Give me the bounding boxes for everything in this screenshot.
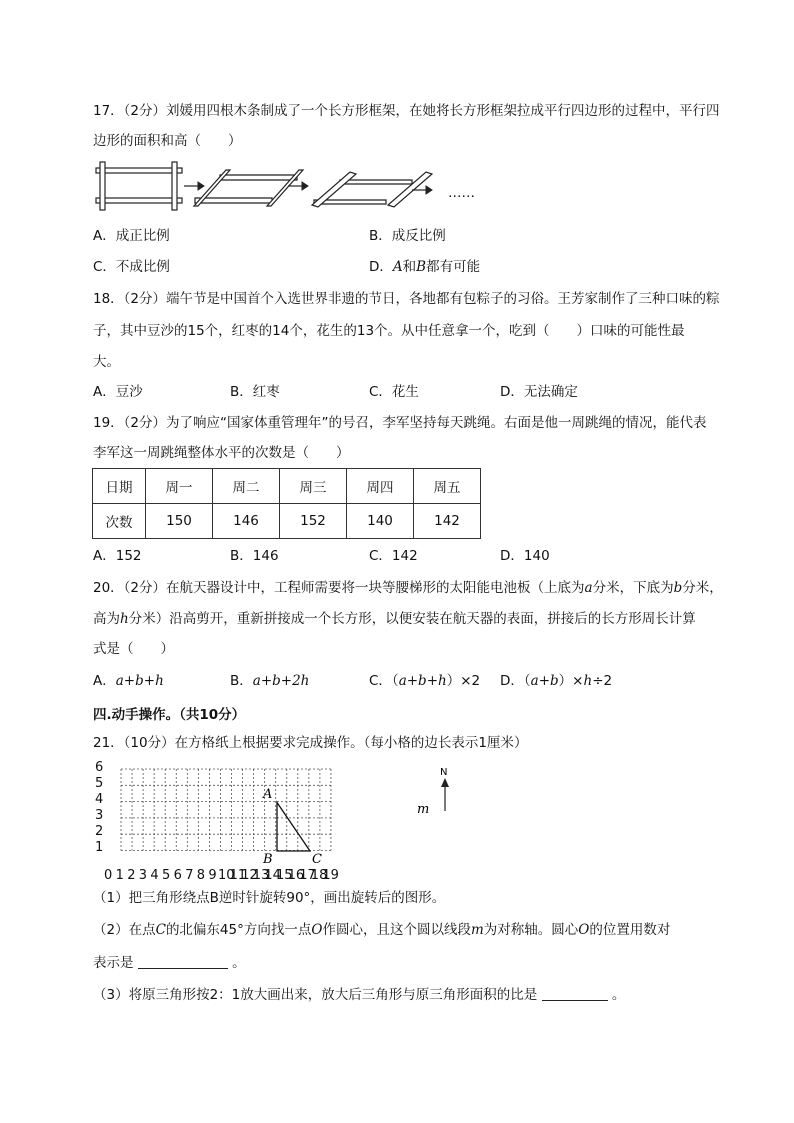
q21-text: 的北偏东45°方向找一点 (165, 922, 312, 938)
option-expr: a+b+2h (252, 673, 310, 689)
q20-option-b[interactable] (230, 671, 309, 691)
table-header-cell: 周三 (280, 469, 347, 504)
x-tick-label: 5 (162, 868, 171, 883)
option-tail: ÷2 (592, 673, 613, 689)
triangle-abc (277, 803, 310, 852)
q18-option-a[interactable]: A．豆沙 (93, 384, 143, 400)
q18-stem-line2: 子，其中豆沙的15个，红枣的14个，花生的13个。从中任意拿一个，吃到（ ）口味的可能性最 (93, 323, 685, 339)
y-tick-label: 3 (95, 808, 104, 823)
answer-blank-area-ratio[interactable] (542, 986, 608, 1001)
option-expr: a+b+h (398, 673, 447, 689)
q17-option-d[interactable] (369, 257, 480, 277)
point-b-label: B (263, 852, 273, 867)
option-label: A． (93, 673, 116, 689)
table-header-cell: 周一 (146, 469, 213, 504)
table-cell: 次数 (93, 504, 146, 539)
option-mid: ）× (558, 673, 584, 689)
q21-text: 为对称轴。圆心 (483, 922, 579, 938)
option-expr: a+b (530, 673, 559, 689)
q20-text: 分米）沿高剪开，重新拼接成一个长方形，以便安装在航天器的表面，拼接后的长方形周长计算 (128, 611, 696, 627)
option-expr: a+b+h (115, 673, 164, 689)
x-tick-label: 11 (229, 868, 247, 883)
q17-stem-line2: 边形的面积和高（ ） (93, 133, 242, 149)
var-a: a (584, 580, 593, 596)
y-axis-labels (95, 760, 103, 855)
q20-stem-line2 (93, 609, 696, 629)
q17-option-a[interactable]: A．成正比例 (93, 228, 170, 244)
line-m-label: m (417, 802, 430, 817)
table-cell: 150 (146, 504, 213, 539)
table-cell: 146 (213, 504, 280, 539)
q17-option-c[interactable]: C．不成比例 (93, 259, 170, 275)
q18-stem-line3: 大。 (93, 354, 120, 370)
q21-text: 作圆心，且这个圆以线段 (322, 922, 471, 938)
grid-lines (121, 769, 331, 851)
x-tick-label: 1 (115, 868, 124, 883)
y-tick-label: 2 (95, 824, 104, 839)
q18-option-b[interactable]: B．红枣 (230, 384, 280, 400)
q20-option-c[interactable] (369, 671, 480, 691)
q19-stem-line2: 李军这一周跳绳整体水平的次数是（ ） (93, 445, 350, 461)
table-cell: 140 (347, 504, 414, 539)
q20-text: 分米， (682, 580, 723, 596)
option-d-suffix: 都有可能 (426, 259, 481, 275)
x-tick-label: 18 (310, 868, 328, 883)
parallelogram-frame-1 (194, 170, 303, 206)
q20-text: 分米，下底为 (592, 580, 674, 596)
table-header-cell: 日期 (93, 469, 146, 504)
triangle-shape (277, 803, 310, 852)
answer-blank-ordered-pair[interactable] (138, 954, 228, 969)
option-label: B． (230, 673, 253, 689)
table-cell: 152 (280, 504, 347, 539)
y-tick-label: 4 (95, 792, 104, 807)
section-title: 四.动手操作。（共10分） (93, 707, 246, 723)
x-tick-label: 8 (196, 868, 206, 883)
x-tick-label: 13 (252, 868, 270, 883)
q20-option-a[interactable] (93, 671, 164, 691)
option-d-label: D． (369, 259, 393, 275)
x-tick-label: 9 (208, 868, 217, 883)
var-h: h (120, 611, 129, 627)
q21-text: 。 (232, 955, 246, 971)
y-tick-label: 5 (95, 776, 104, 791)
q21-text: （3）将原三角形按2：1放大画出来，放大后三角形与原三角形面积的比是 (93, 987, 538, 1003)
q19-option-a[interactable]: A．152 (93, 548, 142, 564)
ellipsis: …… (448, 185, 475, 201)
q19-stem-line1: 19．（2分）为了响应“国家体重管理年”的号召，李军坚持每天跳绳。右面是他一周跳绳的情况，能代表 (93, 415, 707, 431)
option-label: D．（ (500, 673, 531, 689)
q21-text: 的位置用数对 (589, 922, 671, 938)
x-tick-label: 17 (299, 868, 316, 883)
arrow-right-icon (184, 182, 204, 190)
x-tick-label: 2 (127, 868, 136, 883)
q21-sub3 (93, 985, 625, 1005)
var-m: m (470, 922, 484, 938)
x-tick-label: 3 (138, 868, 148, 883)
q21-text: 表示是 (93, 955, 134, 971)
q17-stem-line1: 17．（2分）刘媛用四根木条制成了一个长方形框架，在她将长方形框架拉成平行四边形的过程中，平行四 (93, 103, 720, 119)
north-arrow-icon (440, 767, 449, 811)
var-a: A (392, 259, 403, 275)
north-label: N (440, 767, 448, 778)
q19-option-b[interactable]: B．146 (230, 548, 279, 564)
x-tick-label: 6 (173, 868, 182, 883)
var-b: b (673, 580, 683, 596)
point-a-label: A (263, 787, 273, 802)
jump-rope-table (92, 468, 481, 539)
x-tick-label: 19 (322, 868, 339, 883)
q21-text: 。 (611, 987, 626, 1003)
x-tick-label: 16 (287, 868, 305, 883)
q21-sub1: （1）把三角形绕点B逆时针旋转90°，画出旋转后的图形。 (93, 890, 446, 906)
q19-option-c[interactable]: C．142 (369, 548, 418, 564)
q20-text: 高为 (93, 611, 120, 627)
q18-option-d[interactable]: D．无法确定 (500, 384, 578, 400)
x-tick-label: 4 (150, 868, 159, 883)
q18-option-c[interactable]: C．花生 (369, 384, 419, 400)
var-b: B (416, 259, 427, 275)
var-o: O (578, 922, 590, 938)
table-cell: 142 (414, 504, 481, 539)
x-axis-labels (104, 868, 339, 883)
var-c: C (155, 922, 166, 938)
q21-sub2-line1 (93, 920, 670, 940)
y-tick-label: 6 (95, 760, 104, 775)
var-o: O (311, 922, 323, 938)
q21-sub2-line2 (93, 953, 246, 973)
table-header-row (93, 469, 481, 504)
grid-paper[interactable] (88, 758, 468, 884)
option-d-and: 和 (402, 259, 417, 275)
y-tick-label: 1 (95, 840, 104, 855)
q19-option-d[interactable]: D．140 (500, 548, 550, 564)
table-header-cell: 周五 (414, 469, 481, 504)
var-h: h (583, 673, 593, 689)
x-tick-label: 15 (276, 868, 293, 883)
option-tail: ）×2 (446, 673, 481, 689)
table-row (93, 504, 481, 539)
q17-option-b[interactable]: B．成反比例 (369, 228, 446, 244)
q20-text: 20．（2分）在航天器设计中，工程师需要将一块等腰梯形的太阳能电池板（上底为 (93, 580, 585, 596)
x-tick-label: 14 (264, 868, 281, 883)
q20-stem-line3: 式是（ ） (93, 641, 174, 657)
q21-text: （2）在点 (93, 922, 156, 938)
table-header-cell: 周二 (213, 469, 280, 504)
point-c-label: C (312, 852, 322, 867)
q21-stem-line1: 21．（10分）在方格纸上根据要求完成操作。（每小格的边长表示1厘米） (93, 735, 528, 751)
q18-stem-line1: 18．（2分）端午节是中国首个入选世界非遗的节日，各地都有包粽子的习俗。王芳家制作了三种口味的粽 (93, 291, 720, 307)
table-header-cell: 周四 (347, 469, 414, 504)
x-tick-label: 7 (185, 868, 194, 883)
frame-deformation-figure (92, 160, 472, 212)
q20-option-d[interactable] (500, 671, 612, 691)
x-tick-label: 0 (104, 868, 113, 883)
q20-stem-line1 (93, 578, 723, 598)
rectangle-frame (96, 162, 182, 210)
x-tick-label: 12 (241, 868, 258, 883)
option-label: C．（ (369, 673, 399, 689)
x-tick-label: 10 (218, 868, 235, 883)
